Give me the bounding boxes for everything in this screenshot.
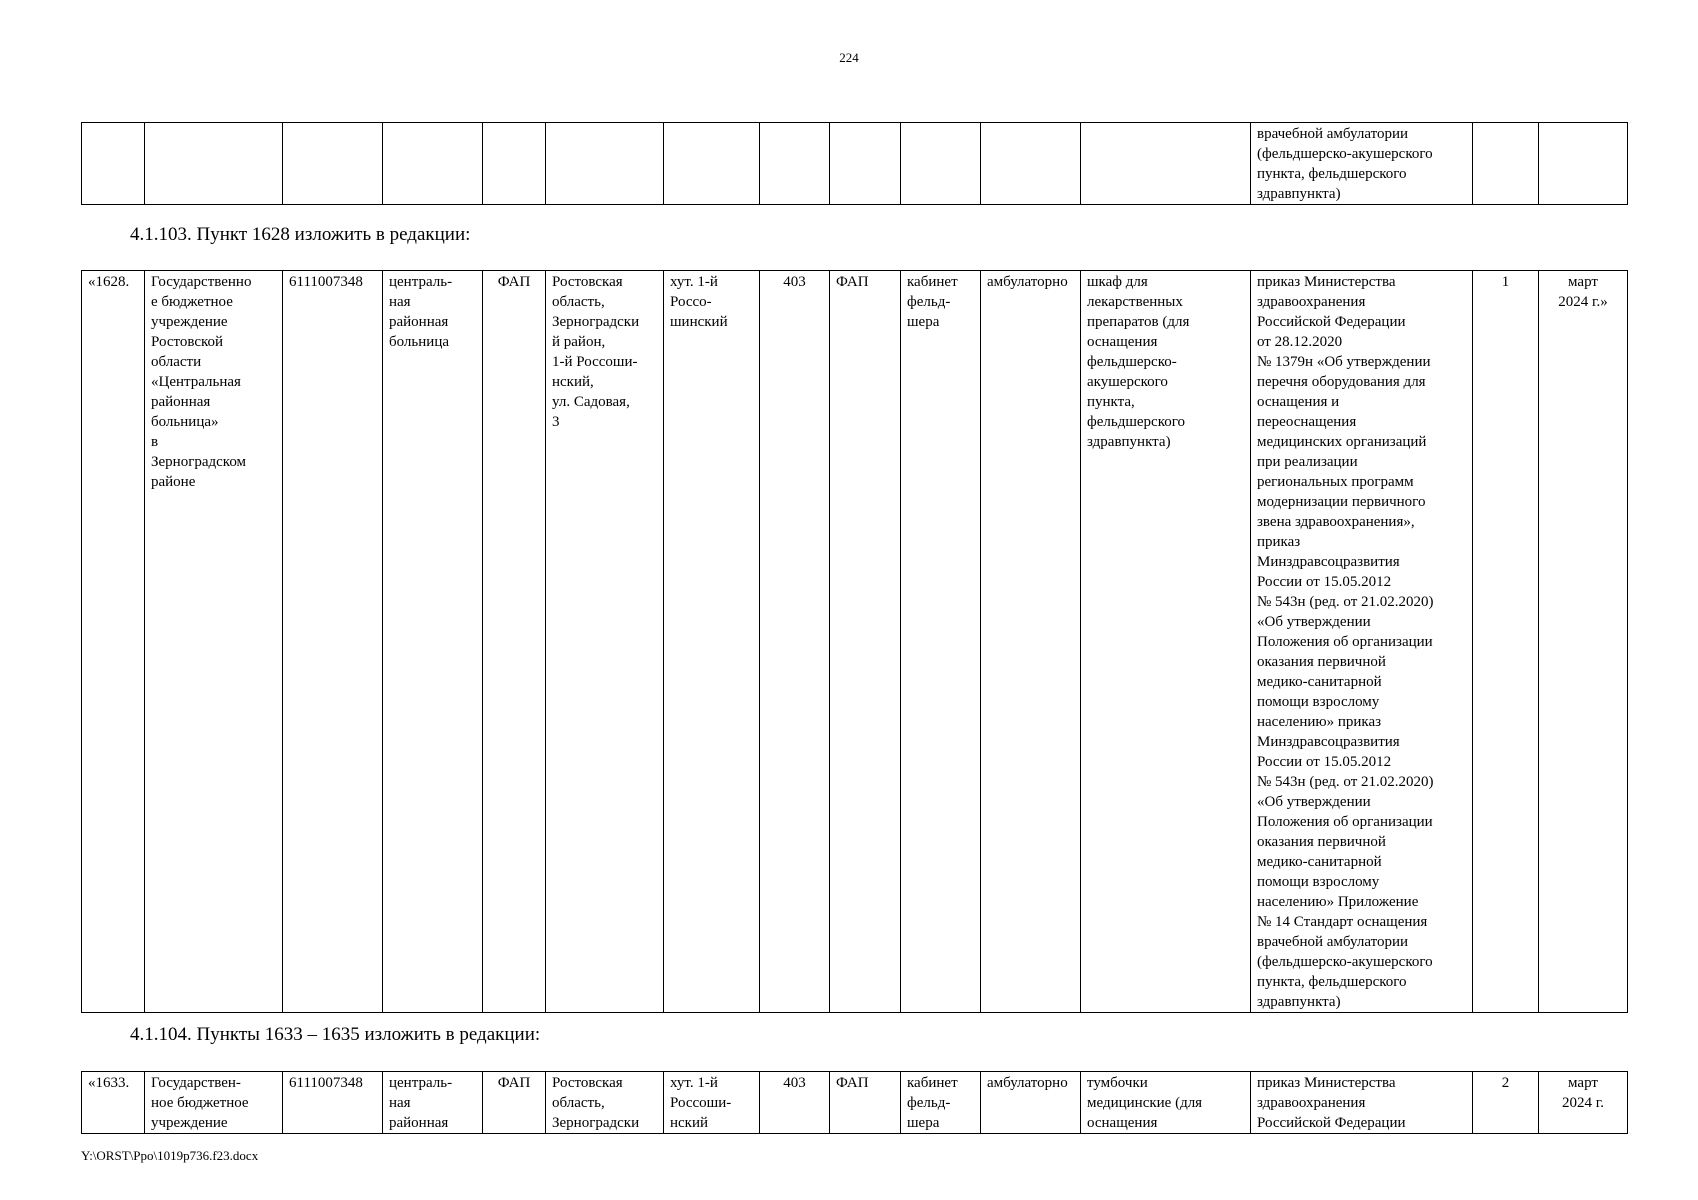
cell-address: Ростовская область, Зерноградски й район, 1-й Россоши- нский, ул. Садовая, 3 [546,271,664,1013]
table-row [82,1072,1628,1134]
cell-unit-type: ФАП [830,1072,901,1134]
cell-settlement: хут. 1-й Россо- шинский [664,271,760,1013]
cell-room: кабинет фельд- шера [901,271,981,1013]
cell-legal-basis: приказ Министерства здравоохранения Российской Федерации от 28.12.2020 № 1379н «Об утверждении перечня оборудования для оснащения и переоснащения медицинских организаций при реализации региональных программ модернизации первичного звена здравоохранения», приказ Минздравсоцразвития России от 15.05.2012 № 543н (ред. от 21.02.2020) «Об утверждении Положения об организации оказания первичной медико-санитарной помощи взрослому населению» приказ Минздравсоцразвития России от 15.05.2012 № 543н (ред. от 21.02.2020) «Об утверждении Положения об организации оказания первичной медико-санитарной помощи взрослому населению» Приложение № 14 Стандарт оснащения врачебной амбулатории (фельдшерско-акушерского пункта, фельдшерского здравпункта) [1251,271,1473,1013]
cell-inn [283,123,383,205]
section-heading-4-1-103: 4.1.103. Пункт 1628 изложить в редакции: [130,224,471,245]
table-row [82,123,1628,205]
cell-unit-type [830,123,901,205]
table-item-1628 [81,270,1628,1013]
section-heading-4-1-104: 4.1.104. Пункты 1633 – 1635 изложить в редакции: [130,1024,541,1045]
cell-number: «1633. [82,1072,145,1134]
cell-legal-basis: врачебной амбулатории (фельдшерско-акушерского пункта, фельдшерского здравпункта) [1251,123,1473,205]
cell-unit: ФАП [483,1072,546,1134]
cell-organization: Государствен- ное бюджетное учреждение [145,1072,283,1134]
cell-equipment [1081,123,1251,205]
cell-legal-basis: приказ Министерства здравоохранения Российской Федерации [1251,1072,1473,1134]
cell-care-form [981,123,1081,205]
cell-quantity: 2 [1473,1072,1539,1134]
cell-care-form: амбулаторно [981,1072,1081,1134]
cell-date [1539,123,1628,205]
cell-code [760,123,830,205]
cell-number [82,123,145,205]
cell-address [546,123,664,205]
table-item-1633 [81,1071,1628,1134]
cell-equipment: шкаф для лекарственных препаратов (для оснащения фельдшерско- акушерского пункта, фельдшерского здравпункта) [1081,271,1251,1013]
cell-unit [483,123,546,205]
cell-unit-type: ФАП [830,271,901,1013]
cell-date: март 2024 г.» [1539,271,1628,1013]
cell-address: Ростовская область, Зерноградски [546,1072,664,1134]
file-path-footer: Y:\ORST\Ppo\1019p736.f23.docx [81,1148,259,1163]
cell-organization: Государственно е бюджетное учреждение Ростовской области «Центральная районная больница» в Зерноградском районе [145,271,283,1013]
cell-care-form: амбулаторно [981,271,1081,1013]
cell-settlement [664,123,760,205]
cell-room: кабинет фельд- шера [901,1072,981,1134]
cell-date: март 2024 г. [1539,1072,1628,1134]
cell-equipment: тумбочки медицинские (для оснащения [1081,1072,1251,1134]
cell-quantity: 1 [1473,271,1539,1013]
page-number: 224 [839,50,859,65]
cell-type: централь- ная районная больница [383,271,483,1013]
cell-type [383,123,483,205]
cell-inn: 6111007348 [283,1072,383,1134]
cell-unit: ФАП [483,271,546,1013]
table-continuation [81,122,1628,205]
cell-settlement: хут. 1-й Россоши- нский [664,1072,760,1134]
cell-code: 403 [760,271,830,1013]
cell-inn: 6111007348 [283,271,383,1013]
cell-quantity [1473,123,1539,205]
table-row [82,271,1628,1013]
cell-code: 403 [760,1072,830,1134]
cell-type: централь- ная районная [383,1072,483,1134]
cell-room [901,123,981,205]
cell-organization [145,123,283,205]
cell-number: «1628. [82,271,145,1013]
